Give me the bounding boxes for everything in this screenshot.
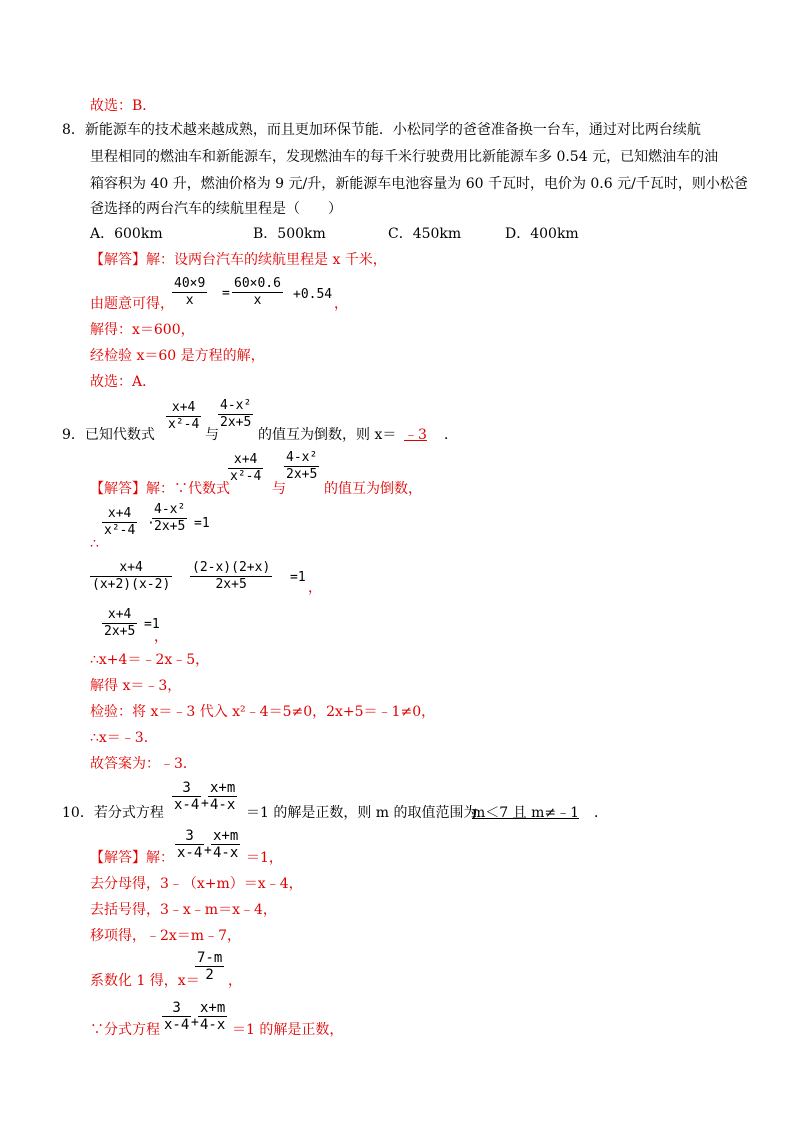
q7-answer: 故选：B． [90,98,157,114]
q9-solution-fraction-b-num: 4-x² [286,450,318,465]
q8-option-d: D．400km [505,226,579,242]
q8-stem-line2: 里程相同的燃油车和新能源车，发现燃油车的每千米行驶费用比新能源车多 0.54 元，已知燃油车的油 [90,149,719,165]
q10-step2: 去分母得，3﹣（x+m）＝x﹣4， [90,876,303,892]
q10-solution-a-num: 3 [185,828,194,844]
q10-stem-end: ． [594,805,608,821]
q9-step3-fraction-a [90,560,172,593]
q9-stem-prefix: 9．已知代数式 [62,427,155,443]
q10-solution-prefix: 【解答】解： [90,850,174,866]
q10-solution-fraction-a [175,828,204,861]
q9-yu: 与 [205,427,219,443]
q8-option-a: A．600km [90,226,163,242]
q8-stem-line1: 8．新能源车的技术越来越成熟，而且更加环保节能．小松同学的爸爸准备换一台车，通过对比两台续航 [62,122,701,138]
q10-stem-prefix: 10．若分式方程 [62,805,164,821]
q10-step6-suffix: ＝1 的解是正数， [232,1022,344,1038]
q10-plus: + [201,796,209,811]
q10-step5-fraction [195,950,224,983]
q8-fraction-electric-num: 60×0.6 [234,276,281,291]
q10-answer-blank: m＜7 且 m≠﹣1 [472,805,579,821]
q9-step2-fraction-b [152,502,187,535]
q9-solution-fraction-b [284,450,319,483]
q10-fraction-b-den: 4-x [210,797,236,813]
q10-step5-suffix: ， [228,973,242,989]
q10-step5-num: 7-m [197,950,223,966]
q9-stem-suffix: 的值互为倒数，则 x＝ [258,427,397,443]
q9-solution-fraction-a-num: x+4 [233,452,258,467]
q9-step2-fraction-a [102,506,137,539]
q10-step6-b-den: 4-x [200,1017,226,1033]
q8-solution-line5: 故选：A． [90,374,157,390]
q9-step2-b-num: 4-x² [154,502,186,517]
q8-plus-term: +0.54 [293,287,333,302]
q8-equals: = [222,286,230,301]
q9-answer-blank: ﹣3 [404,427,427,443]
q9-fraction-a-num: x+4 [171,400,196,415]
q9-step3-a-num: x+4 [119,560,143,575]
q9-fraction-a-den: x²-4 [168,417,200,432]
q10-solution-b-num: x+m [213,828,239,844]
q8-fraction-fuel-den: x [185,293,194,308]
q8-comma: ， [334,296,348,312]
q9-fraction-b-num: 4-x² [220,398,252,413]
q10-step6-a-num: 3 [172,1000,181,1016]
q10-step6-plus: + [191,1015,199,1030]
q8-option-b: B．500km [253,226,326,242]
q10-solution-fraction-b [211,828,240,861]
q9-solution-suffix: 的值互为倒数， [324,481,422,497]
q9-step2-a-den: x²-4 [104,523,136,538]
q10-step6-prefix: ∵分式方程 [90,1022,160,1038]
q9-solution-fraction-a-den: x²-4 [230,469,262,484]
q9-fraction-b [218,398,253,431]
q9-step3-a-den: (x+2)(x-2) [92,577,171,592]
q9-step7: 检验：将 x＝﹣3 代入 x²﹣4＝5≠0，2x+5＝﹣1≠0， [90,704,436,720]
q8-stem-line4: 爸选择的两台汽车的续航里程是（ ） [90,201,342,217]
q9-step2-a-num: x+4 [107,506,132,521]
q9-step3-comma: ， [308,580,322,596]
q8-solution-prefix: 由题意可得， [90,296,174,312]
q10-fraction-a-num: 3 [182,780,191,796]
q9-solution-fraction-b-den: 2x+5 [286,467,318,482]
q9-step3-b-den: 2x+5 [215,577,247,592]
q9-fraction-a [166,400,201,433]
q10-step5-den: 2 [205,967,214,983]
q8-fraction-electric-den: x [253,293,262,308]
q10-step4: 移项得，﹣2x＝m﹣7， [90,928,241,944]
q9-step6: 解得 x＝﹣3， [90,678,182,694]
therefore-icon: ∴ [90,536,99,552]
q8-solution-line4: 经检验 x＝60 是方程的解， [90,348,265,364]
q8-fraction-electric [232,276,283,309]
q10-step5-prefix: 系数化 1 得，x＝ [90,973,200,989]
q9-step3-fraction-b [190,560,272,593]
q10-fraction-b [208,780,237,813]
q9-step9: 故答案为：﹣3． [90,756,197,772]
q10-solution-a-den: x-4 [177,845,203,861]
q9-step5: ∴x+4＝﹣2x﹣5， [90,652,210,668]
q9-step4-comma: ， [154,629,168,645]
q9-step4-den: 2x+5 [104,624,136,639]
q8-stem-line3: 箱容积为 40 升，燃油价格为 9 元/升，新能源车电池容量为 60 千瓦时，电价为 0.6 元/千瓦时，则小松爸 [90,176,748,192]
q10-fraction-b-num: x+m [210,780,236,796]
q9-step2-b-den: 2x+5 [154,519,186,534]
q8-option-c: C．450km [388,226,462,242]
q9-step2-equals: =1 [194,516,210,531]
q9-step2-dot: · [147,516,155,531]
q9-step4-fraction [102,607,137,640]
q10-solution-plus: + [204,843,212,858]
q10-solution-suffix: ＝1， [246,850,283,866]
q9-step4-equals: =1 [144,617,160,632]
q10-step6-fraction-a [162,1000,191,1033]
q8-fraction-fuel [172,276,207,309]
q9-step8: ∴x＝﹣3． [90,730,158,746]
q10-fraction-a [172,780,201,813]
q10-step3: 去括号得，3﹣x﹣m＝x﹣4， [90,902,277,918]
q9-stem-end: ． [444,427,458,443]
q9-solution-prefix: 【解答】解：∵代数式 [90,481,230,497]
q10-step6-a-den: x-4 [164,1017,190,1033]
q8-solution-line3: 解得：x＝600， [90,322,195,338]
q10-solution-b-den: 4-x [213,845,239,861]
q8-solution-line1: 【解答】解：设两台汽车的续航里程是 x 千米， [90,252,387,268]
q9-solution-yu: 与 [272,481,286,497]
q10-step6-fraction-b [198,1000,227,1033]
q10-stem-suffix: ＝1 的解是正数，则 m 的取值范围为 [246,805,478,821]
q10-step6-b-num: x+m [200,1000,226,1016]
q9-solution-fraction-a [228,452,263,485]
q9-step4-num: x+4 [107,607,132,622]
q8-fraction-fuel-num: 40×9 [174,276,206,291]
q10-fraction-a-den: x-4 [174,797,200,813]
q9-step3-equals: =1 [290,570,306,585]
q9-fraction-b-den: 2x+5 [220,415,252,430]
q9-step3-b-num: (2-x)(2+x) [192,560,271,575]
